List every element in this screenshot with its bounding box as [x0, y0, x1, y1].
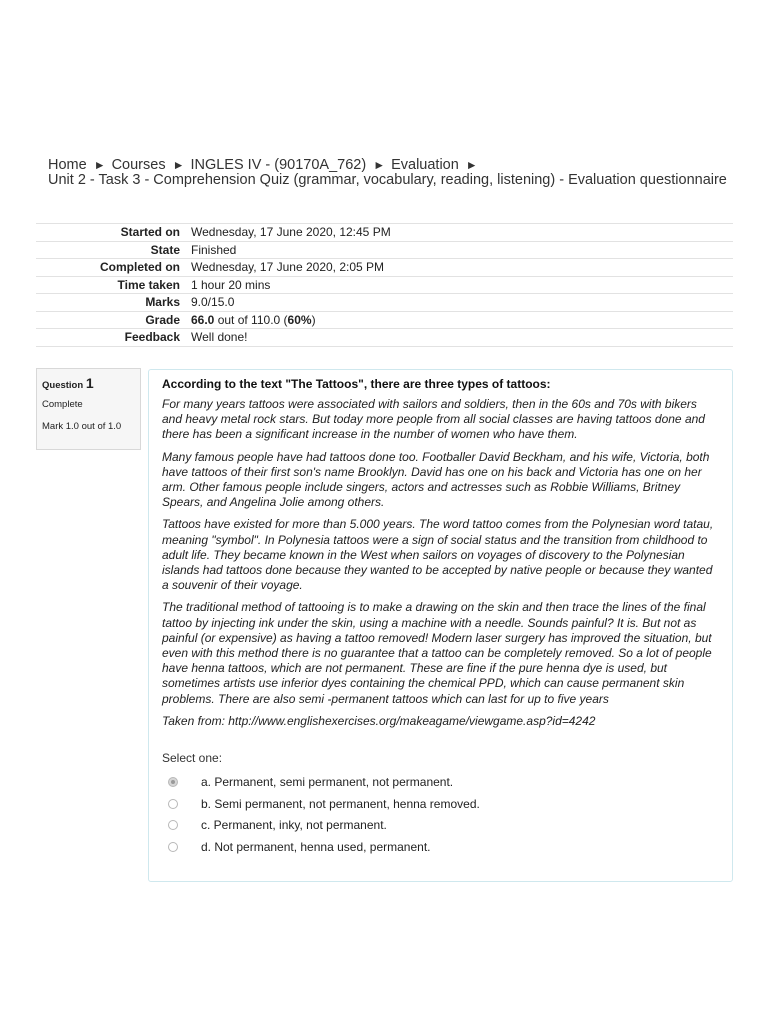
answer-option-d[interactable]: [162, 837, 720, 859]
breadcrumb-evaluation-link[interactable]: Evaluation: [391, 157, 459, 173]
summary-row-completed: [36, 259, 733, 277]
reading-paragraph: Tattoos have existed for more than 5.000 years. The word tattoo comes from the Polynesian word tatau, meaning "symbol". In Polynesia tattoos were a sign of social status and the transition from childhood to adult life. They became known in the West when sailors on voyages of discovery to the Polynesian islands had tattoos done because they wanted to be accepted by native people or because they wanted a souvenir of their voyage.: [162, 517, 714, 593]
completed-label: Completed on: [100, 260, 180, 275]
breadcrumb-course-link[interactable]: INGLES IV - (90170A_762): [190, 157, 367, 173]
source-citation: Taken from: http://www.englishexercises.org/makeagame/viewgame.asp?id=4242: [162, 713, 596, 728]
attempt-summary-table: [36, 223, 733, 347]
marks-value: 9.0/15.0: [191, 295, 235, 310]
state-value: Finished: [191, 242, 237, 257]
grade-out-of: out of 110.0 (: [217, 312, 288, 327]
reading-paragraph: Many famous people have had tattoos done too. Footballer David Beckham, and his wife, Victoria, both have tattoos of their first son's name Brooklyn. David has one on his back and Victoria has one on her arm. Other famous people include singers, actors and actresses such as Robbie Williams, Britney Spears, and Angelina Jolie among others.: [162, 449, 710, 510]
grade-percent: 60%: [287, 312, 312, 327]
breadcrumb: [48, 158, 738, 188]
completed-value: Wednesday, 17 June 2020, 2:05 PM: [191, 260, 385, 275]
state-label: State: [150, 242, 180, 257]
grade-score: 66.0: [191, 312, 215, 327]
answer-options: [162, 772, 720, 858]
reading-paragraph: The traditional method of tattooing is to make a drawing on the skin and then trace the lines of the final tattoo by injecting ink under the skin, using a machine with a needle. Sounds painful? It is. But not as painful (or expensive) as having a tattoo removed! Modern laser surgery has improved the situation, but even with this method there is no guarantee that a tattoo can be completely removed. So a lot of people have henna tattoos, which are not permanent. These are fine if the pure henna dye is used, but sometimes artists use inferior dyes containing the chemical PPD, which can cause permanent skin problems. There are also semi -permanent tattoos which can last for up to five years: [162, 600, 712, 706]
radio-button-icon[interactable]: [168, 799, 178, 809]
question-label: Question: [42, 380, 84, 391]
breadcrumb-courses-link[interactable]: Courses: [111, 157, 166, 173]
question-number: [42, 375, 135, 391]
breadcrumb-separator-icon: ►: [172, 158, 185, 172]
radio-button-icon[interactable]: [168, 820, 178, 830]
started-value: Wednesday, 17 June 2020, 12:45 PM: [191, 225, 391, 240]
grade-value: [186, 311, 733, 329]
grade-close: ): [311, 312, 316, 327]
breadcrumb-current-page: Unit 2 - Task 3 - Comprehension Quiz (grammar, vocabulary, reading, listening) - Evaluation questionnaire: [48, 172, 727, 188]
answer-option-label: c. Permanent, inky, not permanent.: [201, 818, 387, 833]
radio-button-selected-icon[interactable]: [168, 777, 178, 787]
breadcrumb-separator-icon: ►: [373, 158, 386, 172]
question-content: [148, 369, 733, 882]
select-one-label: Select one:: [162, 751, 223, 766]
question-state: Complete: [42, 399, 83, 410]
answer-option-label: b. Semi permanent, not permanent, henna removed.: [201, 796, 480, 811]
summary-row-marks: [36, 294, 733, 312]
breadcrumb-home-link[interactable]: Home: [48, 157, 87, 173]
question-mark: Mark 1.0 out of 1.0: [42, 421, 122, 432]
answer-option-b[interactable]: [162, 794, 720, 816]
breadcrumb-separator-icon: ►: [93, 158, 106, 172]
radio-button-icon[interactable]: [168, 842, 178, 852]
answer-option-label: d. Not permanent, henna used, permanent.: [201, 839, 431, 854]
answer-option-a[interactable]: [162, 772, 720, 794]
question-number-value: 1: [85, 375, 94, 391]
summary-row-state: [36, 241, 733, 259]
reading-paragraph: For many years tattoos were associated with sailors and soldiers, then in the 60s and 70s with bikers and heavy metal rock stars. But today more people from all social classes are having tattoos done and there has been a significant increase in the number of women who have them.: [162, 397, 705, 442]
summary-row-feedback: [36, 329, 733, 347]
answer-option-c[interactable]: [162, 815, 720, 837]
summary-row-grade: [36, 311, 733, 329]
feedback-label: Feedback: [124, 330, 180, 345]
started-label: Started on: [120, 225, 180, 240]
time-taken-label: Time taken: [117, 277, 180, 292]
summary-row-started: [36, 224, 733, 242]
grade-label: Grade: [145, 312, 180, 327]
feedback-value: Well done!: [191, 330, 248, 345]
question-info-box: [36, 368, 141, 450]
breadcrumb-separator-icon: ►: [465, 158, 478, 172]
question-prompt: According to the text "The Tattoos", there are three types of tattoos:: [162, 377, 551, 391]
marks-label: Marks: [145, 295, 180, 310]
answer-option-label: a. Permanent, semi permanent, not permanent.: [201, 775, 454, 790]
summary-row-time: [36, 276, 733, 294]
time-taken-value: 1 hour 20 mins: [191, 277, 271, 292]
